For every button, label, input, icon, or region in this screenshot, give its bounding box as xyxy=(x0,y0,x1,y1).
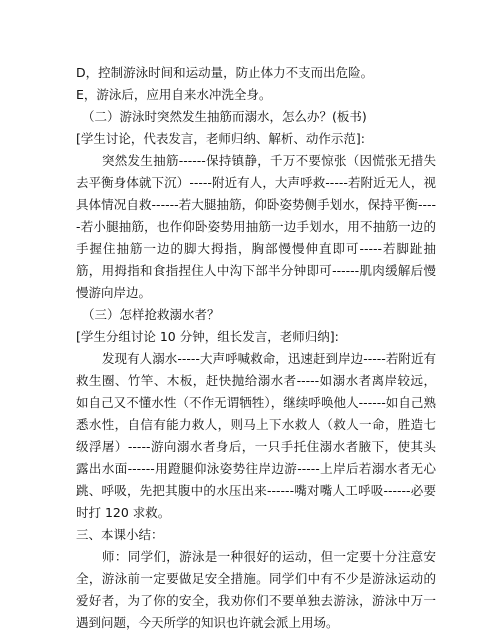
section-heading-2: （二）游泳时突然发生抽筋而溺水，怎么办？(板书) xyxy=(82,109,367,124)
activity-note-3: [学生分组讨论 10 分钟，组长发言，老师归纳]: xyxy=(76,329,339,344)
paragraph-rescue-procedure: 发现有人溺水-----大声呼喊救命，迅速赶到岸边-----若附近有救生圈、竹竿、木板，赶快抛给溺水者-----如溺水者离岸较远，如自己又不懂水性（不作无谓牺牲），继续呼唤他人------如自己熟悉水性，自信有能力救人，则马上下水救人（救人一命，胜造七级浮屠）-----游向溺水者身后，一只手托住溺水者腋下，使其头露出水面------用蹬腿仰泳姿势往岸边游-----上岸后若溺水者无心跳、呼吸，先把其腹中的水压出来------嘴对嘴人工呼吸------必要时打 120 求救。 xyxy=(76,351,436,520)
section-heading-3: （三）怎样抢救溺水者？ xyxy=(82,307,220,322)
paragraph-cramp-procedure: 突然发生抽筋------保持镇静，千万不要惊张（因慌张无措失去平衡身体就下沉）-----附近有人，大声呼救-----若附近无人，视具体情况自救------若大腿抽筋，仰卧姿势侧手划水，保持平衡-----若小腿抽筋，也作仰卧姿势用抽筋一边手划水，用不抽筋一边的手握住抽筋一边的脚大拇指，胸部慢慢伸直即可-----若脚趾抽筋，用拇指和食指捏住人中沟下部半分钟即可------肌肉缓解后慢慢游向岸边。 xyxy=(76,153,436,300)
paragraph-summary: 师：同学们，游泳是一种很好的运动，但一定要十分注意安全，游泳前一定要做足安全措施。同学们中有不少是游泳运动的爱好者，为了你的安全，我劝你们不要单独去游泳，游泳中万一遇到问题，今天所学的知识也许就会派上用场。 xyxy=(76,549,436,630)
activity-note-2: [学生讨论，代表发言，老师归纳、解析、动作示范]: xyxy=(76,131,365,146)
text-line-item-d: D，控制游泳时间和运动量，防止体力不支而出危险。 xyxy=(76,65,374,80)
section-heading-summary: 三、本课小结： xyxy=(76,527,164,542)
text-line-item-e: E，游泳后，应用自来水冲洗全身。 xyxy=(76,87,272,102)
